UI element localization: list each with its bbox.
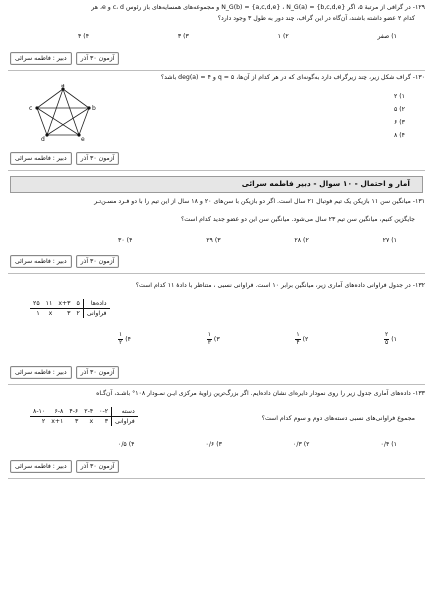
q129-line2: کدام ۲ عضو داشته باشند، آن‌گاه در این گراف، چند دور به طول ۳ وجود دارد؟ — [217, 15, 415, 22]
table-row — [30, 299, 110, 309]
q133-option-3[interactable]: ۳) ۰/۶ — [205, 441, 222, 448]
exam-tag[interactable]: آزمون ۳۰ آذر — [76, 255, 120, 268]
vertex-b — [87, 106, 90, 109]
pentagon-graph — [28, 84, 98, 142]
table-cell: ۲ — [41, 418, 46, 425]
divider — [8, 273, 425, 274]
vertex-label-a: a — [61, 84, 65, 89]
table-row — [30, 309, 110, 319]
table-header-cell: فراوانی — [83, 309, 109, 319]
q129-tags — [10, 52, 119, 65]
table-cell: x+۳ — [58, 300, 71, 307]
divider — [8, 170, 425, 171]
q131-option-1[interactable]: ۱) ۲۷ — [382, 237, 397, 244]
graph-edge — [37, 108, 47, 135]
q130-option-2[interactable]: ۲) ۵ — [393, 106, 405, 113]
q133-line1: ۱۳۳- داده‌های آماری جدول زیر را روی نمودار دایره‌ای نشان داده‌ایم. اگر بزرگ‌ترین زاویهٔ مرکزی ایـن نمـودار ۱۰۸° باشـد، آن‌گـاه — [96, 390, 425, 397]
vertex-label-c: c — [29, 105, 33, 112]
table-cell: ۵ — [76, 300, 80, 307]
fraction — [384, 332, 389, 346]
table-cell: ۲-۴ — [84, 408, 94, 415]
table-cell: ۲ — [76, 310, 80, 317]
q130-options — [394, 90, 405, 142]
section-title: آمار و احتمال - ۱۰ سوال - دبیر فاطمه سرائی — [241, 179, 410, 188]
q130-option-4[interactable]: ۴) ۸ — [393, 132, 405, 139]
q129-option-1[interactable]: ۱) صفر — [377, 33, 397, 40]
vertex-label-b: b — [92, 105, 96, 112]
graph-edge — [63, 89, 79, 135]
denominator: ۵ — [385, 338, 389, 346]
divider — [8, 478, 425, 479]
exam-tag[interactable]: آزمون ۳۰ آذر — [76, 460, 120, 473]
divider — [8, 70, 425, 71]
table-row — [30, 417, 138, 427]
q133-line2: مجموع فراوانی‌های نسبی دسته‌های دوم و سوم کدام است؟ — [261, 415, 415, 422]
table-header-cell: داده‌ها — [83, 299, 109, 309]
q129-option-4[interactable]: ۴) ۴ — [78, 33, 90, 40]
vertex-label-d: d — [41, 136, 45, 142]
teacher-tag[interactable]: دبیر : فاطمه سرائی — [10, 460, 72, 473]
q131-tags — [10, 255, 119, 268]
teacher-tag[interactable]: دبیر : فاطمه سرائی — [10, 52, 72, 65]
q133-frequency-table — [30, 407, 138, 426]
q131-line2: جایگزین کنیم، میانگین سن تیم ۲۳ سال می‌شود. میانگین سن این دو عضو جدید کدام است؟ — [180, 216, 415, 223]
table-cell: ۸-۱۰ — [33, 408, 46, 415]
denominator: ۴ — [296, 338, 300, 346]
table-cell: x+۱ — [51, 418, 64, 425]
q132-frequency-table — [30, 299, 110, 318]
table-cell: ۳ — [67, 310, 71, 317]
q131-option-2[interactable]: ۲) ۲۸ — [294, 237, 309, 244]
table-cell: x — [48, 310, 53, 317]
numerator: ۱ — [296, 331, 300, 338]
table-cell: x — [89, 418, 94, 425]
q132-option-2[interactable] — [295, 332, 308, 346]
section-header — [10, 176, 423, 193]
q133-option-1[interactable]: ۱) ۰/۴ — [380, 441, 397, 448]
vertex-label-e: e — [81, 136, 85, 142]
q129-option-3[interactable]: ۳) ۳ — [177, 33, 189, 40]
divider — [8, 384, 425, 385]
denominator: ۲ — [119, 338, 123, 346]
teacher-tag[interactable]: دبیر : فاطمه سرائی — [10, 255, 72, 268]
q130-line1: ۱۳۰- گراف شکل زیر، چند زیرگراف دارد به‌گونه‌ای که در هر کدام از آن‌ها، ۵ = q و ۴ = deg(a) باشد؟ — [160, 74, 425, 81]
graph-edge — [37, 108, 79, 135]
q133-option-2[interactable]: ۲) ۰/۳ — [293, 441, 310, 448]
q132-option-3[interactable] — [207, 332, 220, 346]
q130-option-1[interactable]: ۱) ۲ — [393, 93, 405, 100]
q131-option-4[interactable]: ۴) ۳۰ — [118, 237, 133, 244]
table-cell: ۱۱ — [45, 300, 53, 307]
q129-options — [8, 33, 425, 40]
table-cell: ۲۵ — [33, 300, 40, 307]
q132-option-1[interactable] — [384, 332, 397, 346]
graph-edge — [47, 89, 63, 135]
graph-edge — [47, 108, 89, 135]
fraction — [295, 332, 300, 346]
numerator: ۲ — [385, 331, 389, 338]
graph-edge — [79, 108, 89, 135]
q132-option-4[interactable] — [118, 332, 131, 346]
exam-tag[interactable]: آزمون ۳۰ آذر — [76, 366, 120, 379]
q130-tags — [10, 152, 119, 165]
graph-edge — [63, 89, 89, 108]
option-number: ۲) — [302, 336, 309, 343]
table-header-cell: دسته — [112, 407, 138, 417]
numerator: ۱ — [207, 331, 211, 338]
q131-options — [8, 237, 425, 244]
table-cell: ۳ — [104, 418, 109, 425]
q132-options — [8, 332, 425, 346]
option-number: ۱) — [391, 336, 397, 343]
table-cell: ۳ — [74, 418, 79, 425]
exam-tag[interactable]: آزمون ۳۰ آذر — [76, 52, 120, 65]
q133-options — [8, 441, 425, 448]
fraction — [118, 332, 123, 346]
q129-option-2[interactable]: ۲) ۱ — [277, 33, 289, 40]
table-header-cell: فراوانی — [112, 417, 138, 427]
table-row — [30, 407, 138, 417]
graph-edge — [37, 89, 63, 108]
q132-tags — [10, 366, 119, 379]
q129-line1: ۱۲۹- در گرافی از مرتبهٔ ۵، اگر N_G(b) = {a,c,d,e} ، N_G(a) = {b,c,d,e} و مجموعه‌های همسایه‌های باز رئوس c، d و e، هر — [91, 4, 425, 11]
vertex-d — [45, 133, 48, 136]
q131-line1: ۱۳۱- میانگین سن ۱۱ بازیکن یک تیم فوتبال ۲۱ سال است. اگر دو بازیکن با سن‌های ۲۰ و ۱۸ سال از این تیم را با دو فـرد مسـن‌تـر — [94, 198, 425, 205]
denominator: ۳ — [207, 338, 211, 346]
teacher-tag[interactable]: دبیر : فاطمه سرائی — [10, 152, 72, 165]
q133-tags — [10, 460, 119, 473]
q132-line1: ۱۳۲- در جدول فراوانی داده‌های آماری زیر، میانگین برابر ۱۰ است. فراوانی نسبی ، متناظر با دادهٔ ۱۱ کدام است؟ — [135, 282, 425, 289]
q131-option-3[interactable]: ۳) ۲۹ — [206, 237, 221, 244]
table-cell: ۱ — [36, 310, 40, 317]
q133-option-4[interactable]: ۴) ۰/۵ — [118, 441, 135, 448]
numerator: ۱ — [119, 331, 123, 338]
option-number: ۳) — [213, 336, 220, 343]
table-cell: ۶-۸ — [54, 408, 64, 415]
teacher-tag[interactable]: دبیر : فاطمه سرائی — [10, 366, 72, 379]
table-cell: ۰-۲ — [99, 408, 109, 415]
table-cell: ۴-۶ — [69, 408, 79, 415]
fraction — [207, 332, 212, 346]
exam-tag[interactable]: آزمون ۳۰ آذر — [76, 152, 120, 165]
vertex-c — [35, 106, 38, 109]
q130-option-3[interactable]: ۳) ۶ — [393, 119, 405, 126]
option-number: ۴) — [125, 336, 131, 343]
